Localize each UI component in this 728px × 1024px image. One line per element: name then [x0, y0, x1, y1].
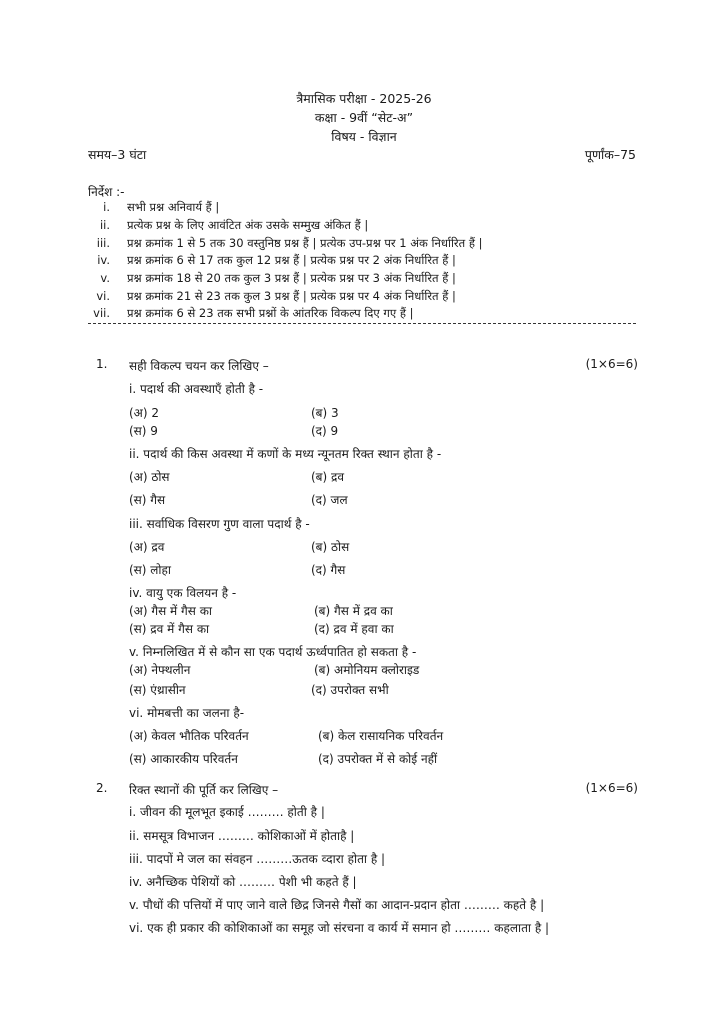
mcq-question: v. निम्नलिखित में से कौन सा एक पदार्थ ऊर्ध्वपातित हो सकता है - — [129, 645, 417, 659]
mcq-option: (ब) ठोस — [311, 540, 350, 554]
mcq-question: iii. सर्वाधिक विसरण गुण वाला पदार्थ है - — [129, 517, 310, 531]
instruction-number: vii. — [93, 306, 110, 320]
instruction-text: प्रश्न क्रमांक 21 से 23 तक कुल 3 प्रश्न हैं | प्रत्येक प्रश्न पर 4 अंक निर्धारित हैं | — [127, 289, 456, 303]
mcq-option: (स) एंथ्रासीन — [129, 683, 186, 697]
mcq-option: (द) द्रव में हवा का — [314, 622, 394, 636]
fill-blank-item: iii. पादपों मे जल का संवहन ………ऊतक व्दारा होता है | — [129, 852, 386, 866]
question-marks: (1×6=6) — [585, 357, 638, 371]
instruction-text: प्रश्न क्रमांक 6 से 17 तक कुल 12 प्रश्न हैं | प्रत्येक प्रश्न पर 2 अंक निर्धारित हैं | — [127, 253, 456, 267]
instruction-text: सभी प्रश्न अनिवार्य हैं | — [127, 200, 220, 214]
mcq-option: (द) गैस — [311, 563, 346, 577]
instruction-number: ii. — [99, 218, 110, 232]
mcq-option: (अ) गैस में गैस का — [129, 604, 213, 618]
instruction-number: i. — [103, 200, 110, 214]
mcq-option: (ब) 3 — [311, 406, 339, 420]
question-title: सही विकल्प चयन कर लिखिए – — [129, 359, 269, 373]
mcq-question: ii. पदार्थ की किस अवस्था में कणों के मध्य न्यूनतम रिक्त स्थान होता है - — [129, 447, 442, 461]
mcq-option: (अ) द्रव — [129, 540, 165, 554]
mcq-option: (अ) ठोस — [129, 470, 170, 484]
mcq-option: (अ) केवल भौतिक परिवर्तन — [129, 729, 249, 743]
instructions-heading: निर्देश :- — [88, 185, 125, 199]
mcq-option: (स) द्रव में गैस का — [129, 622, 210, 636]
max-marks-label: पूर्णांक–75 — [584, 147, 636, 162]
mcq-question: vi. मोमबत्ती का जलना है- — [129, 706, 245, 720]
subject-label: विषय - विज्ञान — [331, 129, 397, 144]
fill-blank-item: ii. समसूत्र विभाजन ……… कोशिकाओं में होताहै | — [129, 829, 355, 843]
time-label: समय–3 घंटा — [88, 147, 147, 162]
mcq-question: i. पदार्थ की अवस्थाएँ होती है - — [129, 382, 264, 396]
mcq-option: (स) आकारकीय परिवर्तन — [129, 752, 238, 766]
instruction-number: iv. — [97, 253, 110, 267]
mcq-option: (अ) 2 — [129, 406, 159, 420]
instruction-text: प्रत्येक प्रश्न के लिए आवंटित अंक उसके सम्मुख अंकित हैं | — [127, 218, 369, 232]
mcq-question: iv. वायु एक विलयन है - — [129, 586, 237, 600]
mcq-option: (ब) द्रव — [311, 470, 345, 484]
mcq-option: (ब) अमोनियम क्लोराइड — [314, 663, 420, 677]
question-number: 2. — [96, 781, 108, 795]
instruction-number: v. — [100, 271, 110, 285]
instruction-text: प्रश्न क्रमांक 1 से 5 तक 30 वस्तुनिष्ठ प्रश्न हैं | प्रत्येक उप-प्रश्न पर 1 अंक निर्धारित हैं | — [127, 236, 483, 250]
fill-blank-item: iv. अनैच्छिक पेशियों को ……… पेशी भी कहते हैं | — [129, 875, 357, 889]
mcq-option: (ब) केल रासायनिक परिवर्तन — [318, 729, 444, 743]
mcq-option: (द) उपरोक्त सभी — [311, 683, 389, 697]
exam-title: त्रैमासिक परीक्षा - 2025-26 — [296, 91, 432, 106]
mcq-option: (ब) गैस में द्रव का — [314, 604, 393, 618]
mcq-option: (द) उपरोक्त में से कोई नहीं — [318, 752, 438, 766]
mcq-option: (स) लोहा — [129, 563, 172, 577]
mcq-option: (द) जल — [311, 493, 348, 507]
question-marks: (1×6=6) — [585, 781, 638, 795]
mcq-option: (द) 9 — [311, 424, 339, 438]
dashed-divider — [88, 323, 636, 324]
class-set: कक्षा - 9वीं “सेट-अ” — [314, 110, 414, 125]
fill-blank-item: v. पौधों की पत्तियों में पाए जाने वाले छिद्र जिनसे गैसों का आदान-प्रदान होता ……… कहते है | — [129, 898, 545, 912]
mcq-option: (अ) नेफ्थलीन — [129, 663, 191, 677]
fill-blank-item: i. जीवन की मूलभूत इकाई ……… होती है | — [129, 805, 325, 819]
instruction-text: प्रश्न क्रमांक 18 से 20 तक कुल 3 प्रश्न हैं | प्रत्येक प्रश्न पर 3 अंक निर्धारित हैं | — [127, 271, 456, 285]
fill-blank-item: vi. एक ही प्रकार की कोशिकाओं का समूह जो संरचना व कार्य में समान हो ……… कहलाता है | — [129, 921, 550, 935]
instruction-number: vi. — [96, 289, 110, 303]
question-number: 1. — [96, 357, 108, 371]
question-title: रिक्त स्थानों की पूर्ति कर लिखिए – — [129, 783, 279, 797]
mcq-option: (स) गैस — [129, 493, 166, 507]
mcq-option: (स) 9 — [129, 424, 158, 438]
instruction-number: iii. — [96, 236, 110, 250]
instruction-text: प्रश्न क्रमांक 6 से 23 तक सभी प्रश्नों के आंतरिक विकल्प दिए गए हैं | — [127, 306, 414, 320]
